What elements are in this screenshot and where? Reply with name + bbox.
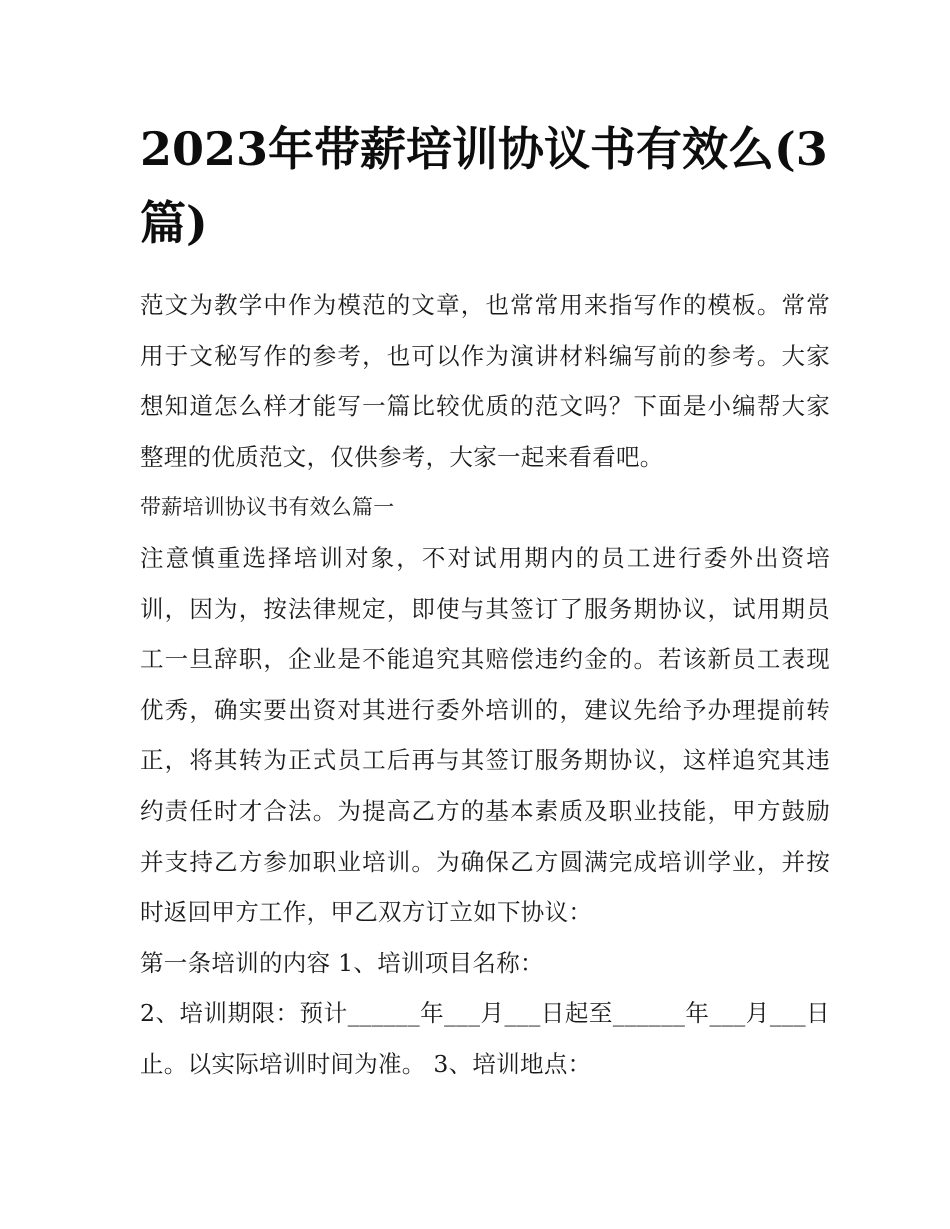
document-body bbox=[140, 280, 830, 1090]
document-content bbox=[140, 112, 830, 1090]
document-title: 2023年带薪培训协议书有效么(3篇) bbox=[140, 122, 828, 250]
section-heading: 带薪培训协议书有效么篇一 bbox=[140, 495, 395, 520]
section-body-paragraph: 注意慎重选择培训对象，不对试用期内的员工进行委外出资培训，因为，按法律规定，即使与其签订了服务期协议，试用期员工一旦辞职，企业是不能追究其赔偿违约金的。若该新员工表现优秀，确实要出资对其进行委外培训的，建议先给予办理提前转正，将其转为正式员工后再与其签订服务期协议，这样追究其违约责任时才合法。为提高乙方的基本素质及职业技能，甲方鼓励并支持乙方参加职业培训。为确保乙方圆满完成培训学业，并按时返回甲方工作，甲乙双方订立如下协议： bbox=[140, 543, 830, 927]
intro-paragraph: 范文为教学中作为模范的文章，也常常用来指写作的模板。常常用于文秘写作的参考，也可以作为演讲材料编写前的参考。大家想知道怎么样才能写一篇比较优质的范文吗？下面是小编帮大家整理的优质范文，仅供参考，大家一起来看看吧。 bbox=[140, 291, 830, 471]
clause-2-paragraph: 2、培训期限：预计______年___月___日起至______年___月___日止。以实际培训时间为准。 3、培训地点： bbox=[140, 999, 830, 1078]
clause-1-paragraph: 第一条培训的内容 1、培训项目名称： bbox=[140, 948, 544, 977]
